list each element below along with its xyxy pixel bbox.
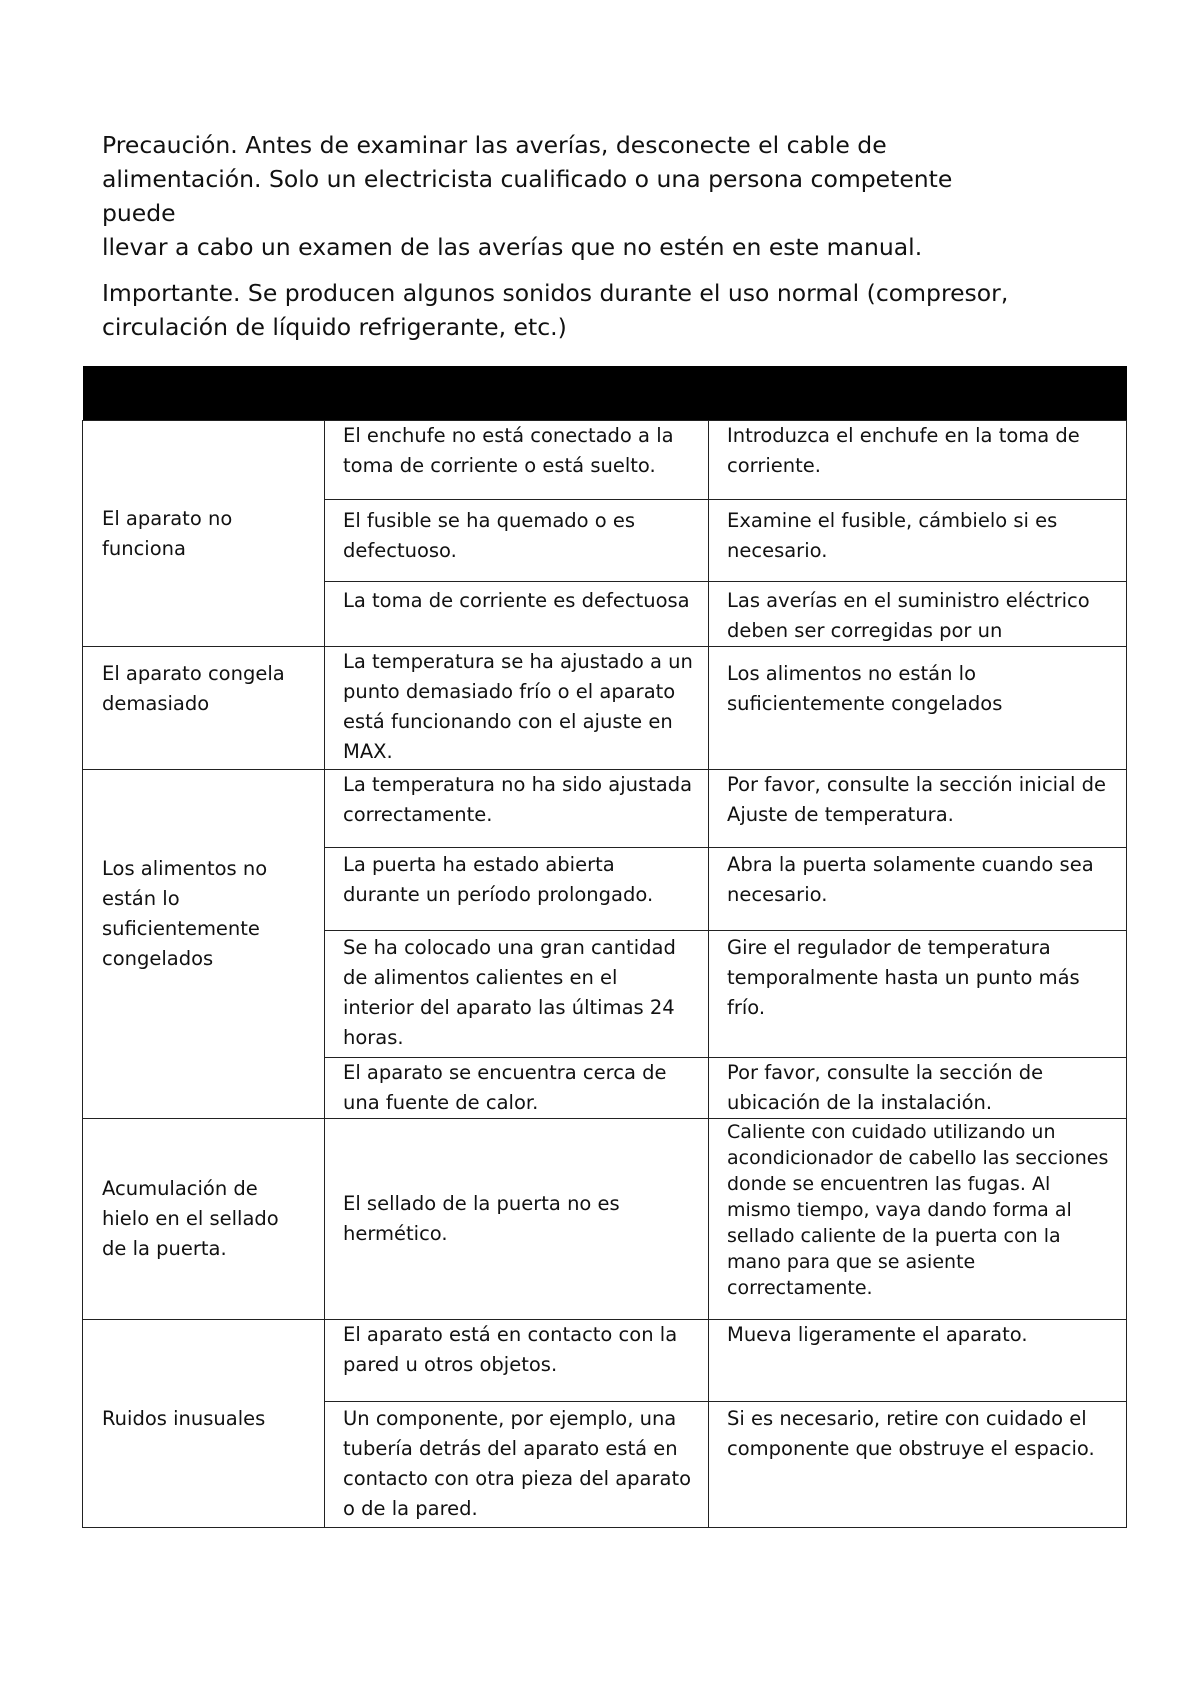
cause-cell: El aparato está en contacto con la pared u otros objetos. bbox=[325, 1320, 709, 1402]
important-note: Importante. Se producen algunos sonidos durante el uso normal (compresor, circulación de líquido refrigerante, etc.) bbox=[102, 279, 1009, 341]
solution-cell: Caliente con cuidado utilizando un acondicionador de cabello las secciones donde se encuentren las fugas. Al mismo tiempo, vaya dando forma al sellado caliente de la puerta con la mano para que se asiente correctamente. bbox=[709, 1119, 1127, 1320]
cause-cell: Un componente, por ejemplo, una tubería detrás del aparato está en contacto con otra pieza del aparato o de la pared. bbox=[325, 1402, 709, 1528]
caution-line-1: Precaución. Antes de examinar las averías, desconecte el cable de bbox=[102, 131, 887, 159]
table-row bbox=[83, 1320, 1127, 1402]
solution-cell: Por favor, consulte la sección de ubicación de la instalación. bbox=[709, 1058, 1127, 1119]
table-header-bar bbox=[83, 366, 1127, 421]
table-row bbox=[83, 1119, 1127, 1320]
solution-cell: Abra la puerta solamente cuando sea necesario. bbox=[709, 848, 1127, 931]
symptom-cell: Acumulación de hielo en el sellado de la puerta. bbox=[83, 1119, 325, 1320]
solution-cell: Mueva ligeramente el aparato. bbox=[709, 1320, 1127, 1402]
symptom-cell: Los alimentos no están lo suficientemente congelados bbox=[83, 770, 325, 1119]
troubleshooting-table bbox=[82, 366, 1127, 1528]
symptom-cell: El aparato congela demasiado bbox=[83, 647, 325, 770]
solution-cell: Por favor, consulte la sección inicial de Ajuste de temperatura. bbox=[709, 770, 1127, 848]
cause-cell: El fusible se ha quemado o es defectuoso. bbox=[325, 500, 709, 582]
cause-cell: La toma de corriente es defectuosa bbox=[325, 582, 709, 647]
table-row bbox=[83, 770, 1127, 848]
table-row bbox=[83, 421, 1127, 500]
solution-cell: Si es necesario, retire con cuidado el componente que obstruye el espacio. bbox=[709, 1402, 1127, 1528]
cause-cell: La temperatura no ha sido ajustada correctamente. bbox=[325, 770, 709, 848]
symptom-cell: El aparato no funciona bbox=[83, 421, 325, 647]
solution-cell: Introduzca el enchufe en la toma de corriente. bbox=[709, 421, 1127, 500]
cause-cell: El enchufe no está conectado a la toma de corriente o está suelto. bbox=[325, 421, 709, 500]
cause-cell: El aparato se encuentra cerca de una fuente de calor. bbox=[325, 1058, 709, 1119]
caution-line-3: llevar a cabo un examen de las averías que no estén en este manual. bbox=[102, 233, 923, 261]
cause-cell: Se ha colocado una gran cantidad de alimentos calientes en el interior del aparato las últimas 24 horas. bbox=[325, 931, 709, 1058]
solution-cell: Examine el fusible, cámbielo si es necesario. bbox=[709, 500, 1127, 582]
cause-cell: La temperatura se ha ajustado a un punto demasiado frío o el aparato está funcionando con el ajuste en MAX. bbox=[325, 647, 709, 770]
cause-cell: El sellado de la puerta no es hermético. bbox=[325, 1119, 709, 1320]
intro-notes bbox=[102, 128, 1020, 344]
cause-cell: La puerta ha estado abierta durante un período prolongado. bbox=[325, 848, 709, 931]
solution-cell: Las averías en el suministro eléctrico deben ser corregidas por un bbox=[709, 582, 1127, 647]
solution-cell: Los alimentos no están lo suficientemente congelados bbox=[709, 647, 1127, 770]
table-row bbox=[83, 647, 1127, 770]
solution-cell: Gire el regulador de temperatura temporalmente hasta un punto más frío. bbox=[709, 931, 1127, 1058]
header-bar bbox=[83, 366, 1127, 421]
caution-line-2: alimentación. Solo un electricista cualificado o una persona competente puede bbox=[102, 165, 953, 227]
symptom-cell: Ruidos inusuales bbox=[83, 1320, 325, 1528]
